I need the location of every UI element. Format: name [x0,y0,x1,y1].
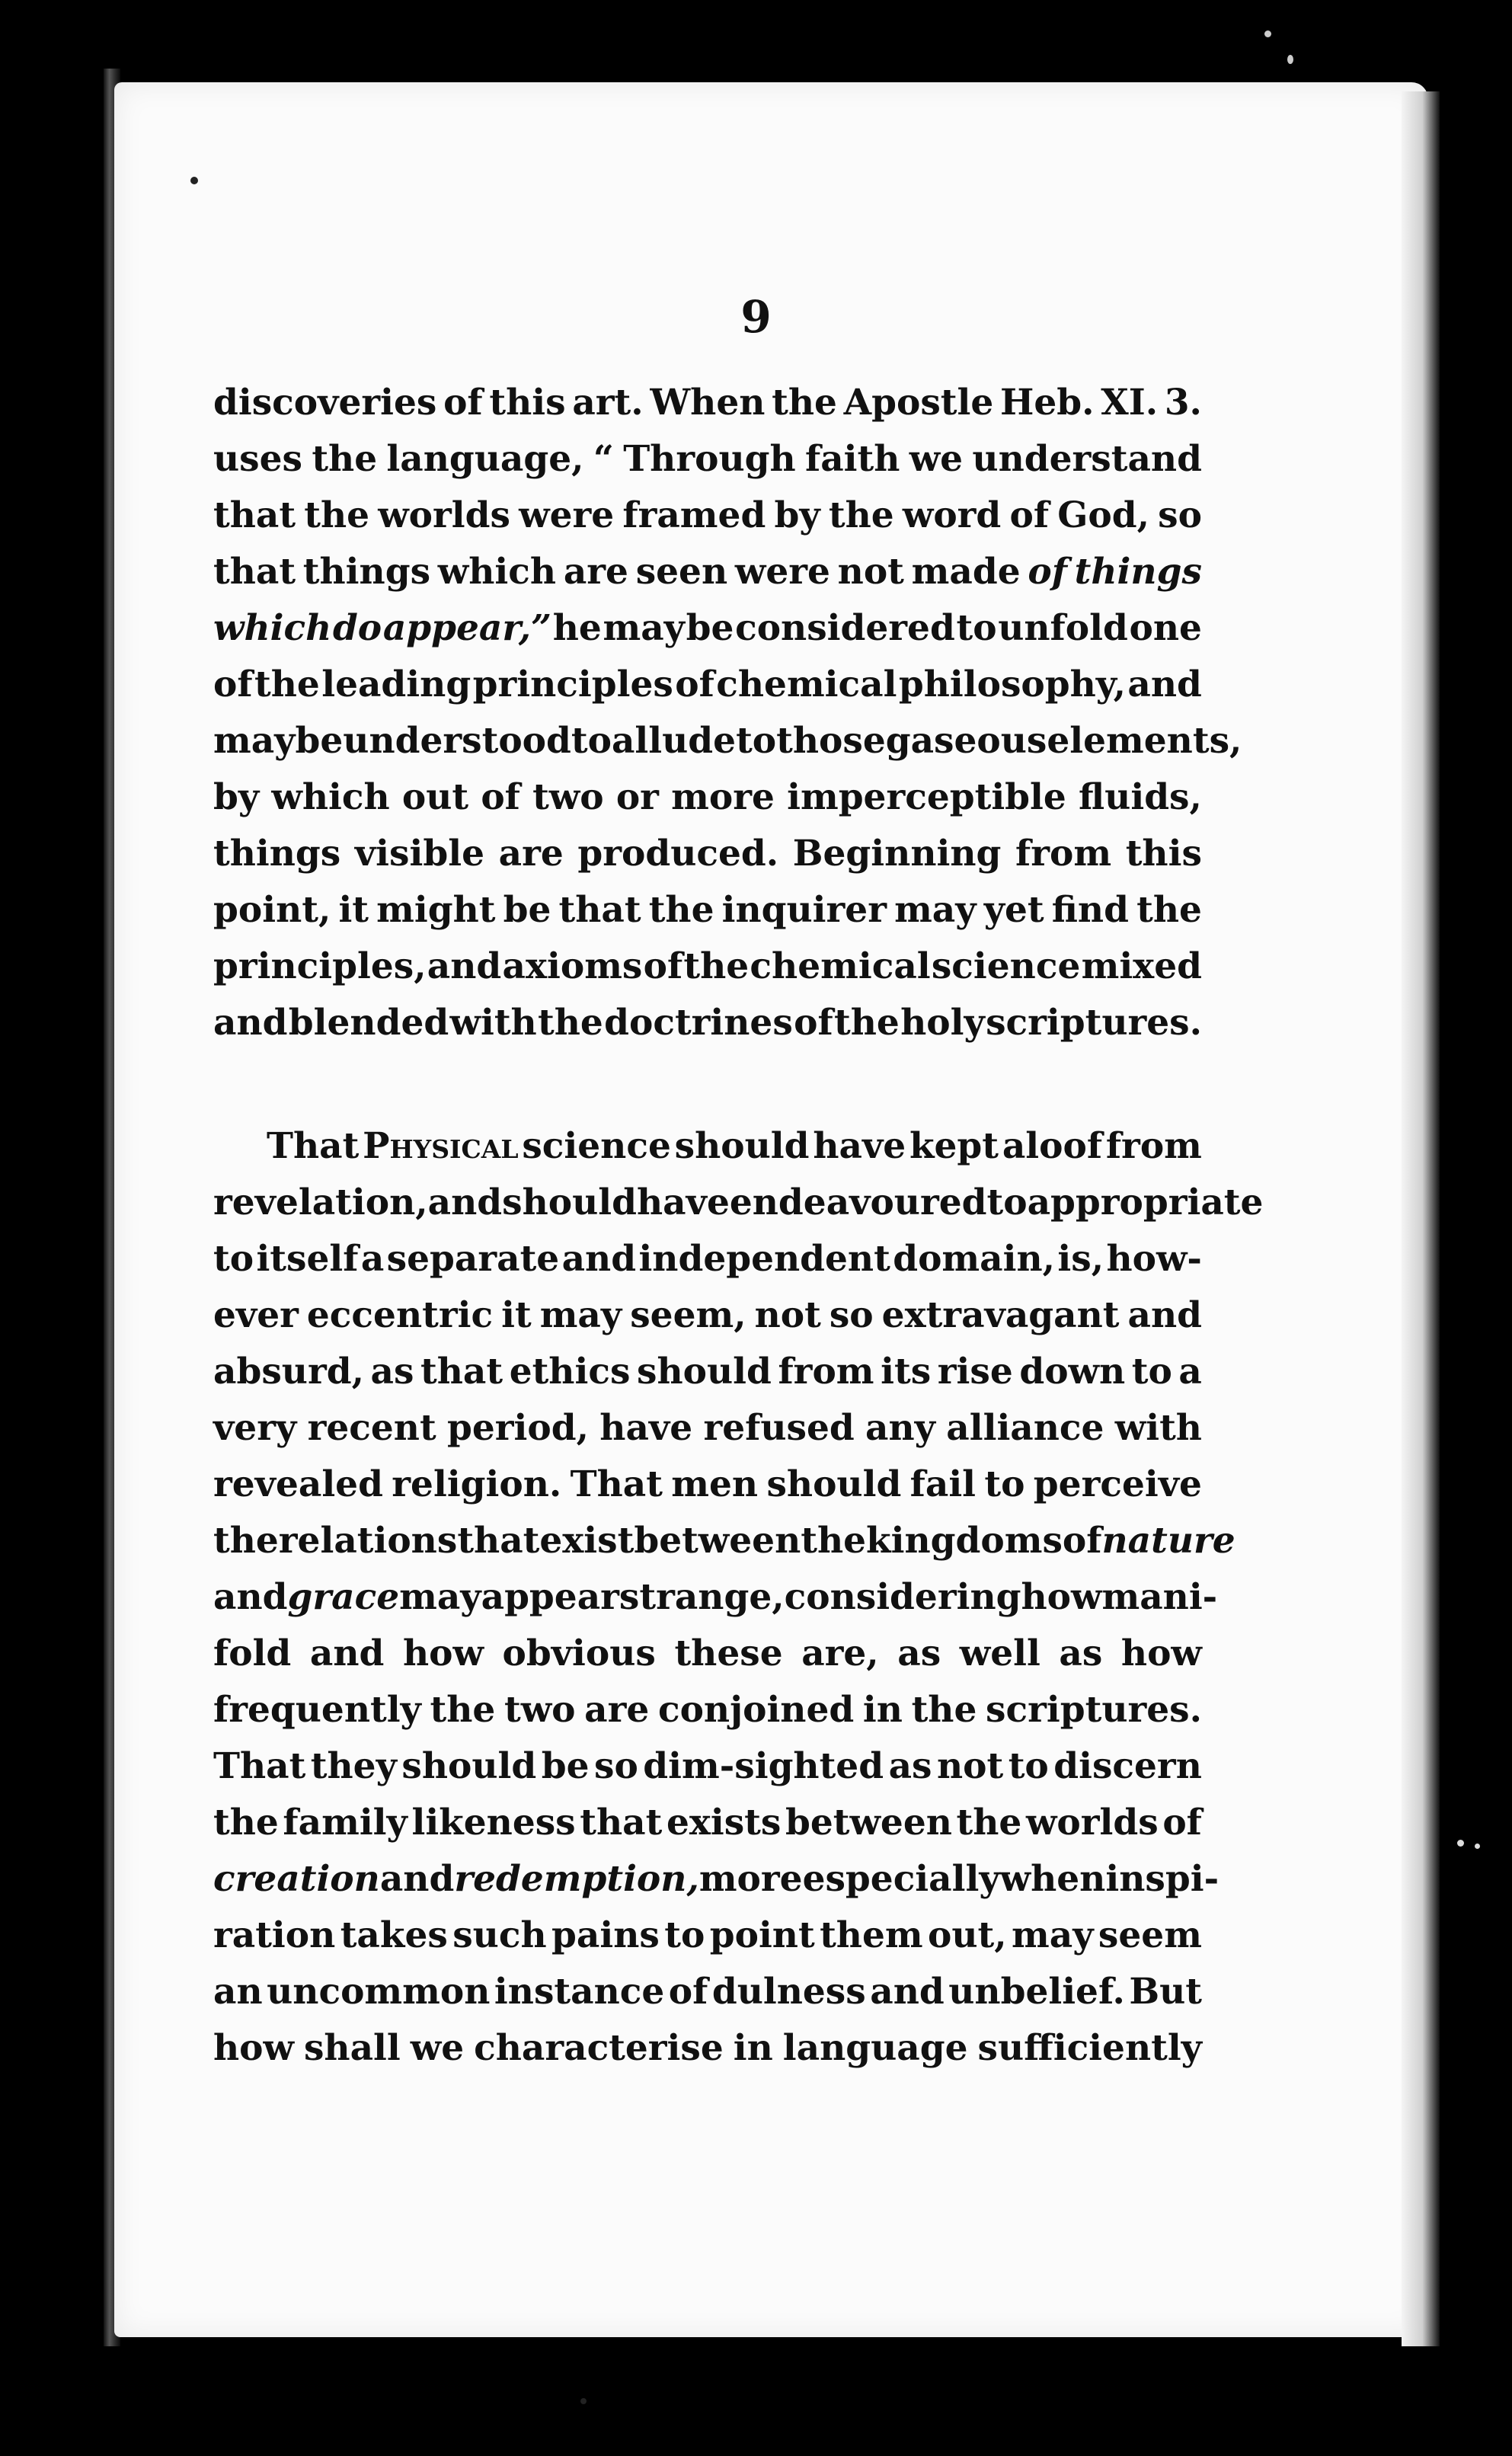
text-line: an uncommon instance of dulness and unbelief. But [213,1971,1202,2013]
text-line: and grace may appear strange, considering how mani- [213,1576,1218,1618]
text-line: things visible are produced. Beginning from this [213,833,1202,875]
text-line: how shall we characterise in language sufficiently [213,2027,1202,2069]
text-line: That Physical science should have kept aloof from [267,1125,1202,1167]
text-line: that the worlds were framed by the word of God, so [213,494,1202,536]
text-line: that things which are seen were not made of things [213,551,1202,593]
paragraph-2 [213,1118,1264,2077]
text-line: uses the language, “ Through faith we understand [213,438,1202,480]
text-line: ration takes such pains to point them out, may seem [213,1914,1202,1956]
text-line: point, it might be that the inquirer may yet find the [213,889,1202,931]
text-line: by which out of two or more imperceptible fluids, [213,776,1202,818]
text-line: fold and how obvious these are, as well as how [213,1633,1202,1674]
text-line: frequently the two are conjoined in the scriptures. [213,1689,1202,1731]
ink-speck [580,2398,587,2404]
text-line: may be understood to allude to those gaseous elements, [213,720,1242,762]
text-line: revelation, and should have endeavoured to appropriate [213,1182,1264,1223]
film-speck [1287,55,1293,64]
page-right-curl [1402,91,1440,2346]
page-number: 9 [740,291,772,343]
ink-speck [190,177,198,184]
text-line: the relations that exist between the kingdoms of nature [213,1520,1235,1562]
text-line: discoveries of this art. When the Apostle Heb. XI. 3. [213,382,1202,424]
text-line: of the leading principles of chemical philosophy, and [213,664,1202,705]
text-line: which do appear,” he may be considered to unfold one [213,607,1202,649]
film-speck [1457,1840,1464,1847]
text-line: principles, and axioms of the chemical science mixed [213,945,1202,987]
text-line: the family likeness that exists between the worlds of [213,1802,1202,1844]
text-line: ever eccentric it may seem, not so extravagant and [213,1294,1202,1336]
text-line: and blended with the doctrines of the holy scriptures. [213,1002,1202,1044]
text-line: That they should be so dim-sighted as not to discern [213,1745,1202,1787]
text-line: to itself a separate and independent domain, is, how- [213,1238,1202,1280]
text-line: creation and redemption, more especially when inspi- [213,1858,1220,1900]
paragraph-1 [213,375,1242,1051]
text-line: revealed religion. That men should fail to perceive [213,1463,1202,1505]
text-line: very recent period, have refused any alliance with [213,1407,1202,1449]
film-speck [1264,30,1271,37]
film-speck [1475,1844,1480,1849]
text-line: absurd, as that ethics should from its rise down to a [213,1351,1202,1393]
